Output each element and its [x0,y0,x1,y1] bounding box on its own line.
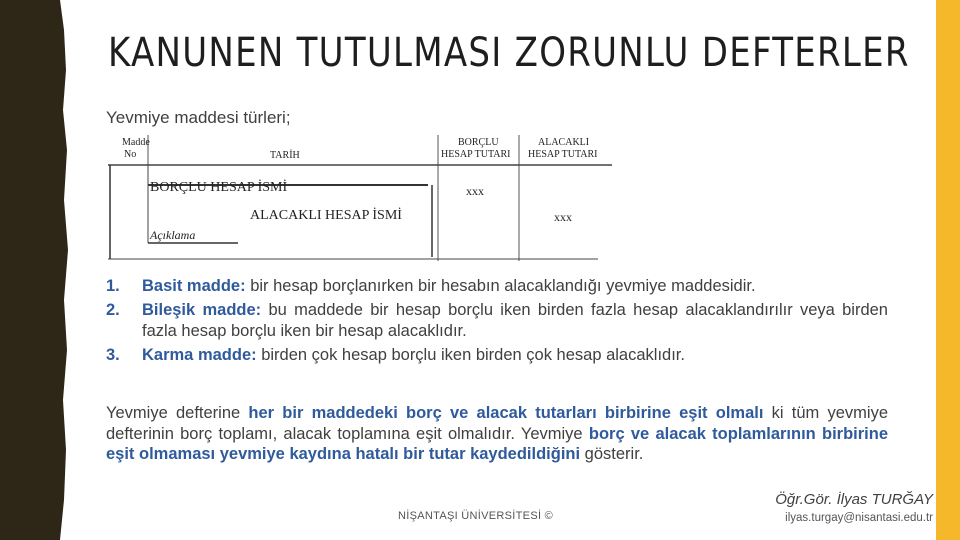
entry-type-list [106,276,888,366]
list-item-number: 1. [106,277,120,295]
left-torn-edge [0,0,72,540]
ledger-aciklama: Açıklama [150,228,196,242]
list-item-text: bu maddede bir hesap borçlu iken birden fazla hesap alacaklandırılır veya birden fazla hesap borçlu iken bir hesap alacaklıdır. [142,301,888,340]
ledger-col-alacakli: ALACAKLI [538,137,590,148]
paragraph-text-1: Yevmiye defterine [106,404,249,422]
paragraph-highlight-1: her bir maddedeki borç ve alacak tutarları birbirine eşit olmalı [248,404,764,422]
list-item-text: bir hesap borçlanırken bir hesabın alacaklandığı yevmiye maddesidir. [245,277,756,295]
list-item-term: Karma madde: [142,346,257,364]
list-item-text: birden çok hesap borçlu iken birden çok hesap alacaklıdır. [256,346,685,364]
paragraph-text-3: gösterir. [580,445,644,463]
ledger-borclu-hesap: BORÇLU HESAP İSMİ [150,180,288,195]
ledger-col-alacakli-tutar: HESAP TUTARI [528,149,598,160]
ledger-alacakli-hesap: ALACAKLI HESAP İSMİ [250,208,402,223]
ledger-col-borclu: BORÇLU [458,137,499,148]
list-item [106,276,888,297]
ledger-col-tarih: TARİH [270,150,300,161]
list-item-number: 3. [106,346,120,364]
list-item [106,345,888,366]
explanation-paragraph [106,403,888,465]
list-item [106,300,888,342]
footer-email: ilyas.turgay@nisantasi.edu.tr [785,512,933,524]
ledger-col-no: No [124,149,137,160]
paragraph-text-2: ki tüm yevmiye defterinin borç toplamı, alacak toplamına eşit olmalıdır. Yevmiye [106,404,889,443]
slide-title: KANUNEN TUTULMASI ZORUNLU DEFTERLER [108,30,910,76]
right-accent-bar [936,0,960,540]
list-item-term: Basit madde: [142,277,246,295]
list-item-term: Bileşik madde: [142,301,262,319]
ledger-col-borclu-tutar: HESAP TUTARI [441,149,511,160]
paragraph-highlight-2: borç ve alacak toplamlarının birbirine eşit olmaması yevmiye kaydına hatalı bir tutar kaydedildiğini [106,424,889,463]
footer-author: Öğr.Gör. İlyas TURĞAY [775,491,933,508]
ledger-borc-amount: xxx [466,184,484,198]
slide-subtitle: Yevmiye maddesi türleri; [106,108,291,127]
footer-institution: NİŞANTAŞI ÜNİVERSİTESİ © [398,510,554,522]
journal-entry-template-image [108,135,612,261]
ledger-alacak-amount: xxx [554,210,572,224]
ledger-col-madde: Madde [122,137,150,148]
list-item-number: 2. [106,301,120,319]
